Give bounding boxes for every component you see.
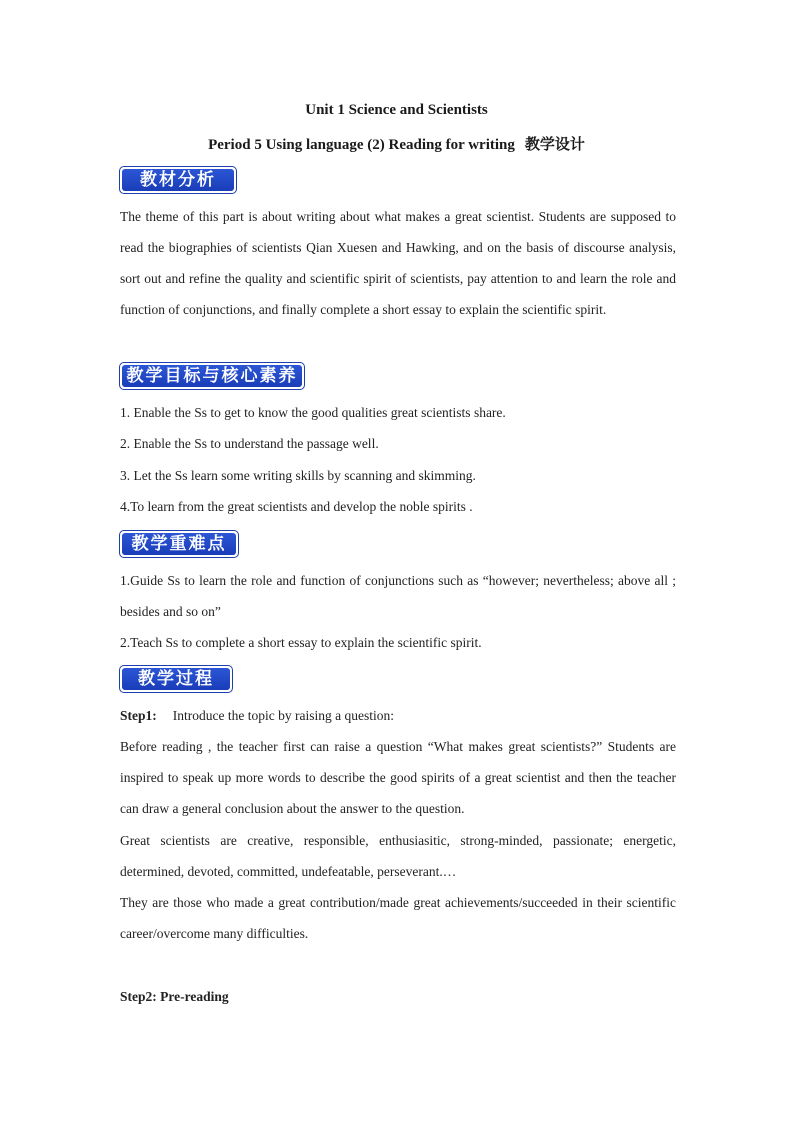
section-heading-process xyxy=(119,665,233,693)
step1-text: Introduce the topic by raising a question: xyxy=(172,708,394,723)
step1-paragraph-1: Before reading , the teacher first can raise a question “What makes great scientists?” Students are inspired to speak up more words to describe the good spirits of a great scientist and then the teacher can draw a general conclusion about the answer to the question. xyxy=(120,739,676,816)
section-heading-key-points xyxy=(119,530,239,558)
analysis-paragraph: The theme of this part is about writing about what makes a great scientist. Students are supposed to read the biographies of scientists Qian Xuesen and Hawking, and on the basis of discourse analysis, sort out and refine the quality and scientific spirit of scientists, pay attention to and learn the role and function of conjunctions, and finally complete a short essay to explain the scientific spirit. xyxy=(120,209,676,317)
section-heading-key-points-label: 教学重难点 xyxy=(122,533,236,555)
step2-label: Step2: Pre-reading xyxy=(120,989,229,1004)
key-point-item-2: 2.Teach Ss to complete a short essay to explain the scientific spirit. xyxy=(120,635,482,650)
step1-paragraph-3: They are those who made a great contribution/made great achievements/succeeded in their scientific career/overcome many difficulties. xyxy=(120,895,676,941)
step2-heading xyxy=(120,981,676,1012)
subtitle-cn: 教学设计 xyxy=(524,135,585,153)
step1-line xyxy=(120,700,676,731)
step1-paragraph-2: Great scientists are creative, responsible, enthusiasitic, strong-minded, passionate; energetic, determined, devoted, committed, undefeatable, perseverant.… xyxy=(120,833,676,879)
section-heading-objectives-label: 教学目标与核心素养 xyxy=(122,365,302,387)
document-subtitle xyxy=(0,133,793,154)
section-heading-analysis-label: 教材分析 xyxy=(122,169,234,191)
objective-item-1: 1. Enable the Ss to get to know the good qualities great scientists share. xyxy=(120,405,506,420)
objective-item-4: 4.To learn from the great scientists and develop the noble spirits . xyxy=(120,499,473,514)
document-title: Unit 1 Science and Scientists xyxy=(305,102,488,118)
section-heading-objectives xyxy=(119,362,305,390)
key-point-item-1: 1.Guide Ss to learn the role and function of conjunctions such as “however; nevertheless; above all ; besides and so on” xyxy=(120,573,676,619)
section-heading-analysis xyxy=(119,166,237,194)
objective-item-2: 2. Enable the Ss to understand the passage well. xyxy=(120,436,379,451)
subtitle-text: Period 5 Using language (2) Reading for writing xyxy=(208,137,515,153)
section-heading-process-label: 教学过程 xyxy=(122,668,230,690)
step1-label: Step1: xyxy=(120,708,157,723)
objective-item-3: 3. Let the Ss learn some writing skills by scanning and skimming. xyxy=(120,468,476,483)
